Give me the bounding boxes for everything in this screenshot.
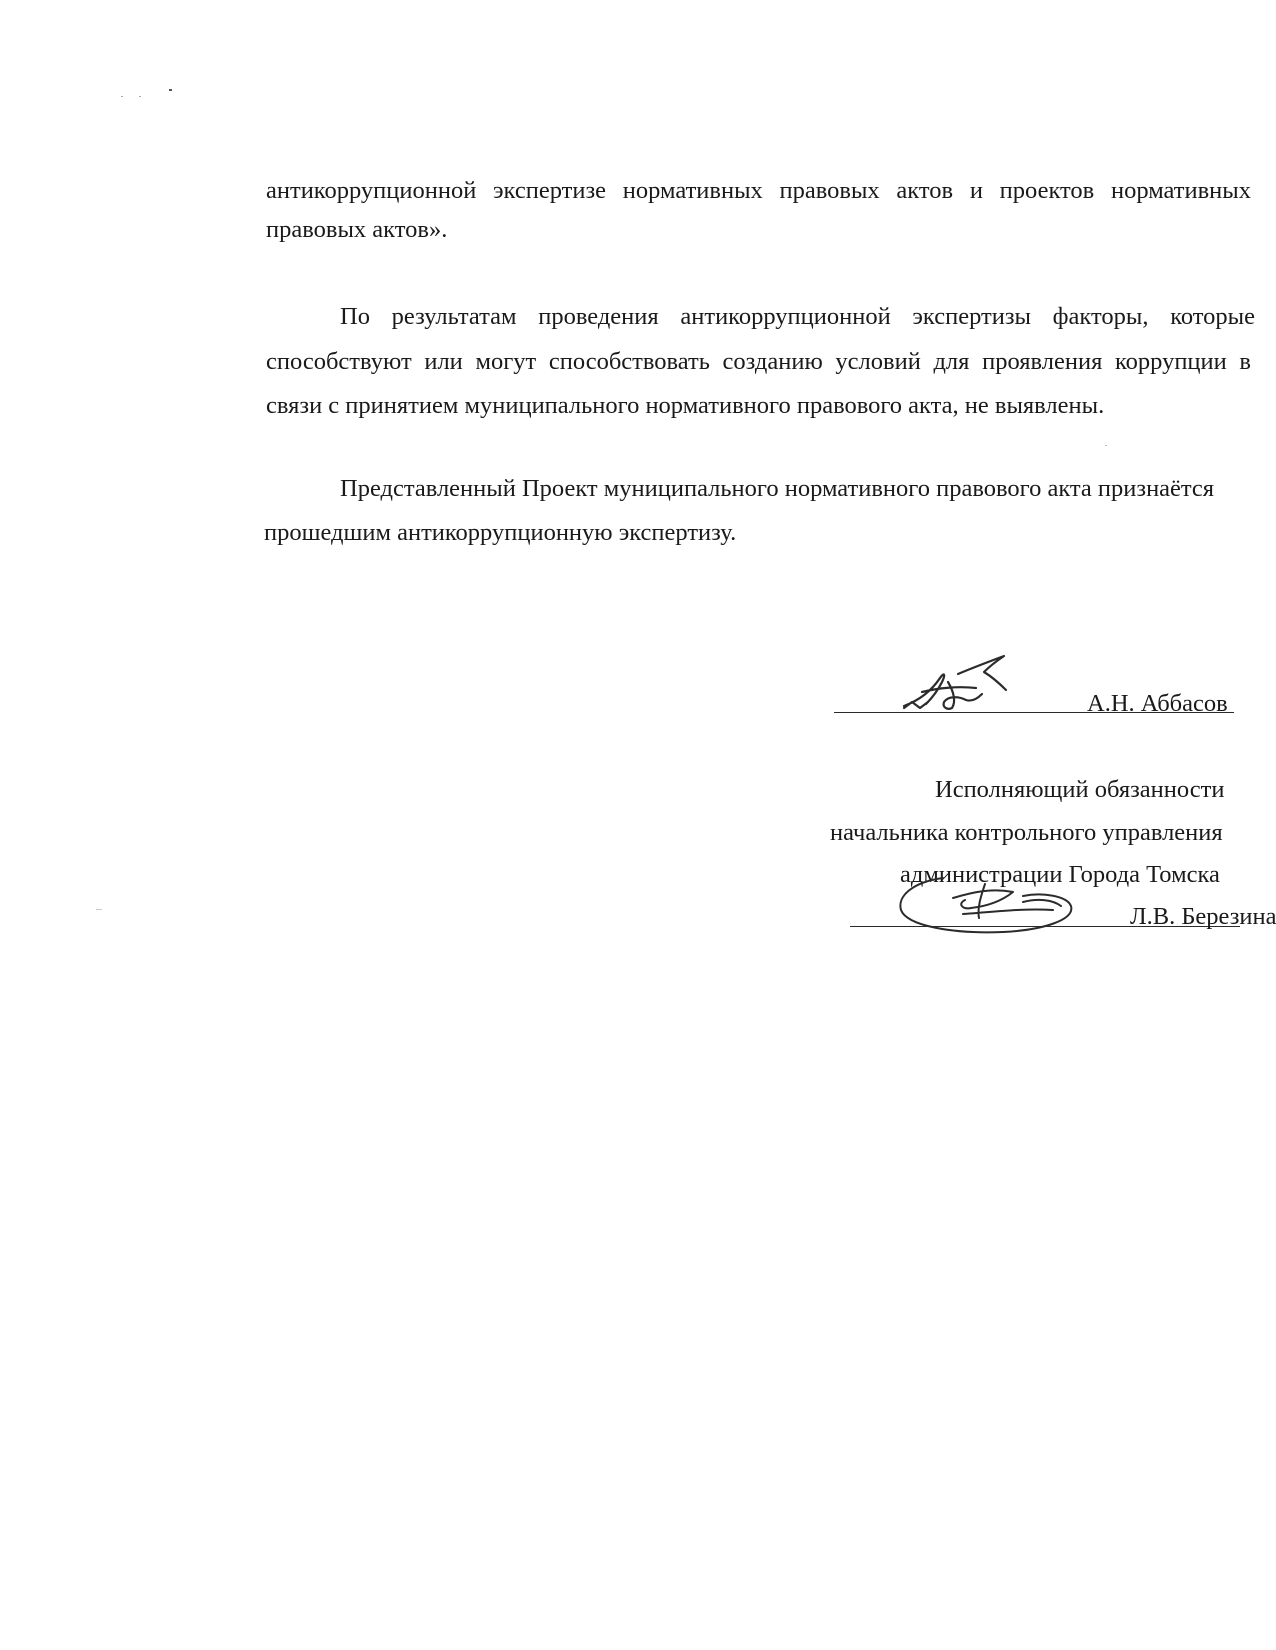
scan-speck — [96, 909, 102, 910]
signer-2-title-line-2: начальника контрольного управления — [830, 819, 1223, 846]
signer-1-name: А.Н. Аббасов — [1087, 690, 1228, 717]
signer-2-title-line-3: администрации Города Томска — [900, 861, 1220, 888]
scan-speck — [1105, 445, 1107, 446]
paragraph-1-line-2: правовых актов». — [266, 216, 448, 243]
paragraph-3-line-2: прошедшим антикоррупционную экспертизу. — [264, 519, 737, 546]
signature-1-handwritten — [898, 652, 1013, 714]
paragraph-2-line-1: По результатам проведения антикоррупционной экспертизы факторы, которые — [340, 303, 1255, 330]
signer-2-title-line-1: Исполняющий обязанности — [935, 776, 1225, 803]
paragraph-2-line-3: связи с принятием муниципального нормативного правового акта, не выявлены. — [266, 392, 1105, 419]
paragraph-1-line-1: антикоррупционной экспертизе нормативных правовых актов и проектов нормативных — [266, 177, 1251, 204]
paragraph-3-line-1: Представленный Проект муниципального нормативного правового акта признаётся — [340, 475, 1215, 502]
signature-2-handwritten — [893, 862, 1083, 942]
signer-2-name: Л.В. Березина — [1130, 903, 1276, 930]
paragraph-2-line-2: способствуют или могут способствовать созданию условий для проявления коррупции в — [266, 348, 1251, 375]
